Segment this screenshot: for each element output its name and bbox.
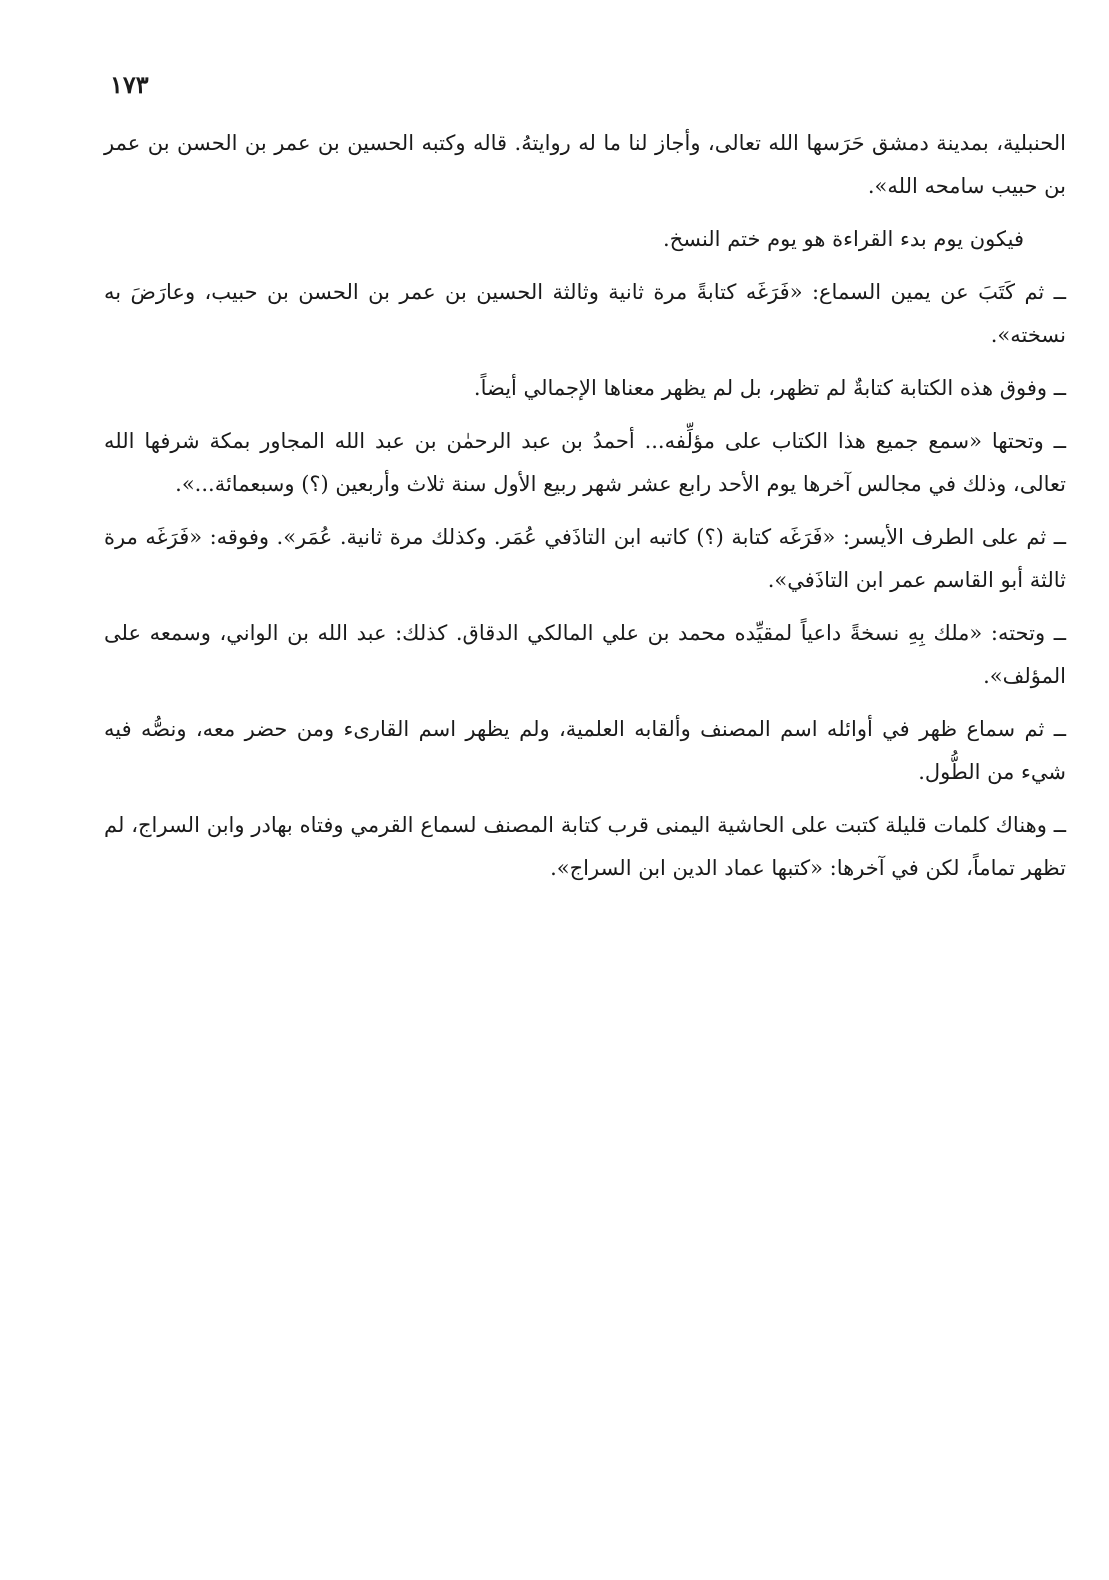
paragraph: ــ ثم كَتَبَ عن يمين السماع: «فَرَغَه كتابةً مرة ثانية وثالثة الحسين بن عمر بن الحسن بن حبيب، وعارَضَ به نسخته». [104,280,1066,347]
paragraph: ــ وتحته: «ملك بِهِ نسخةً داعياً لمقيِّده محمد بن علي المالكي الدقاق. كذلك: عبد الله بن الواني، وسمعه على المؤلف». [104,621,1066,688]
paragraph: ــ ثم سماع ظهر في أوائله اسم المصنف وألقابه العلمية، ولم يظهر اسم القارىء ومن حضر معه، ونصُّه فيه شيء من الطُّول. [104,717,1066,784]
paragraph: ــ وهناك كلمات قليلة كتبت على الحاشية اليمنى قرب كتابة المصنف لسماع القرمي وفتاه بهادر وابن السراج، لم تظهر تماماً، لكن في آخرها: «كتبها عماد الدين ابن السراج». [104,813,1066,880]
paragraph: فيكون يوم بدء القراءة هو يوم ختم النسخ. [662,227,1024,251]
paragraph: ــ وتحتها «سمع جميع هذا الكتاب على مؤلِّفه... أحمدُ بن عبد الرحمٰن بن عبد الله المجاور بمكة شرفها الله تعالى، وذلك في مجالس آخرها يوم الأحد رابع عشر شهر ربيع الأول سنة ثلاث وأربعين (؟) وسبعمائة...». [104,429,1066,496]
paragraph: ــ وفوق هذه الكتابة كتابةٌ لم تظهر، بل لم يظهر معناها الإجمالي أيضاً. [473,376,1066,400]
page-number: ١٧٣ [110,70,149,99]
paragraph: ــ ثم على الطرف الأيسر: «فَرَغَه كتابة (؟) كاتبه ابن التاذَفي عُمَر. وكذلك مرة ثانية. عُمَر». وفوقه: «فَرَغَه مرة ثالثة أبو القاسم عمر ابن التاذَفي». [104,525,1066,592]
paragraph: الحنبلية، بمدينة دمشق حَرَسها الله تعالى، وأجاز لنا ما له روايتهُ. قاله وكتبه الحسين بن عمر بن الحسن بن عمر بن حبيب سامحه الله». [104,131,1066,198]
page-body [104,122,1066,900]
